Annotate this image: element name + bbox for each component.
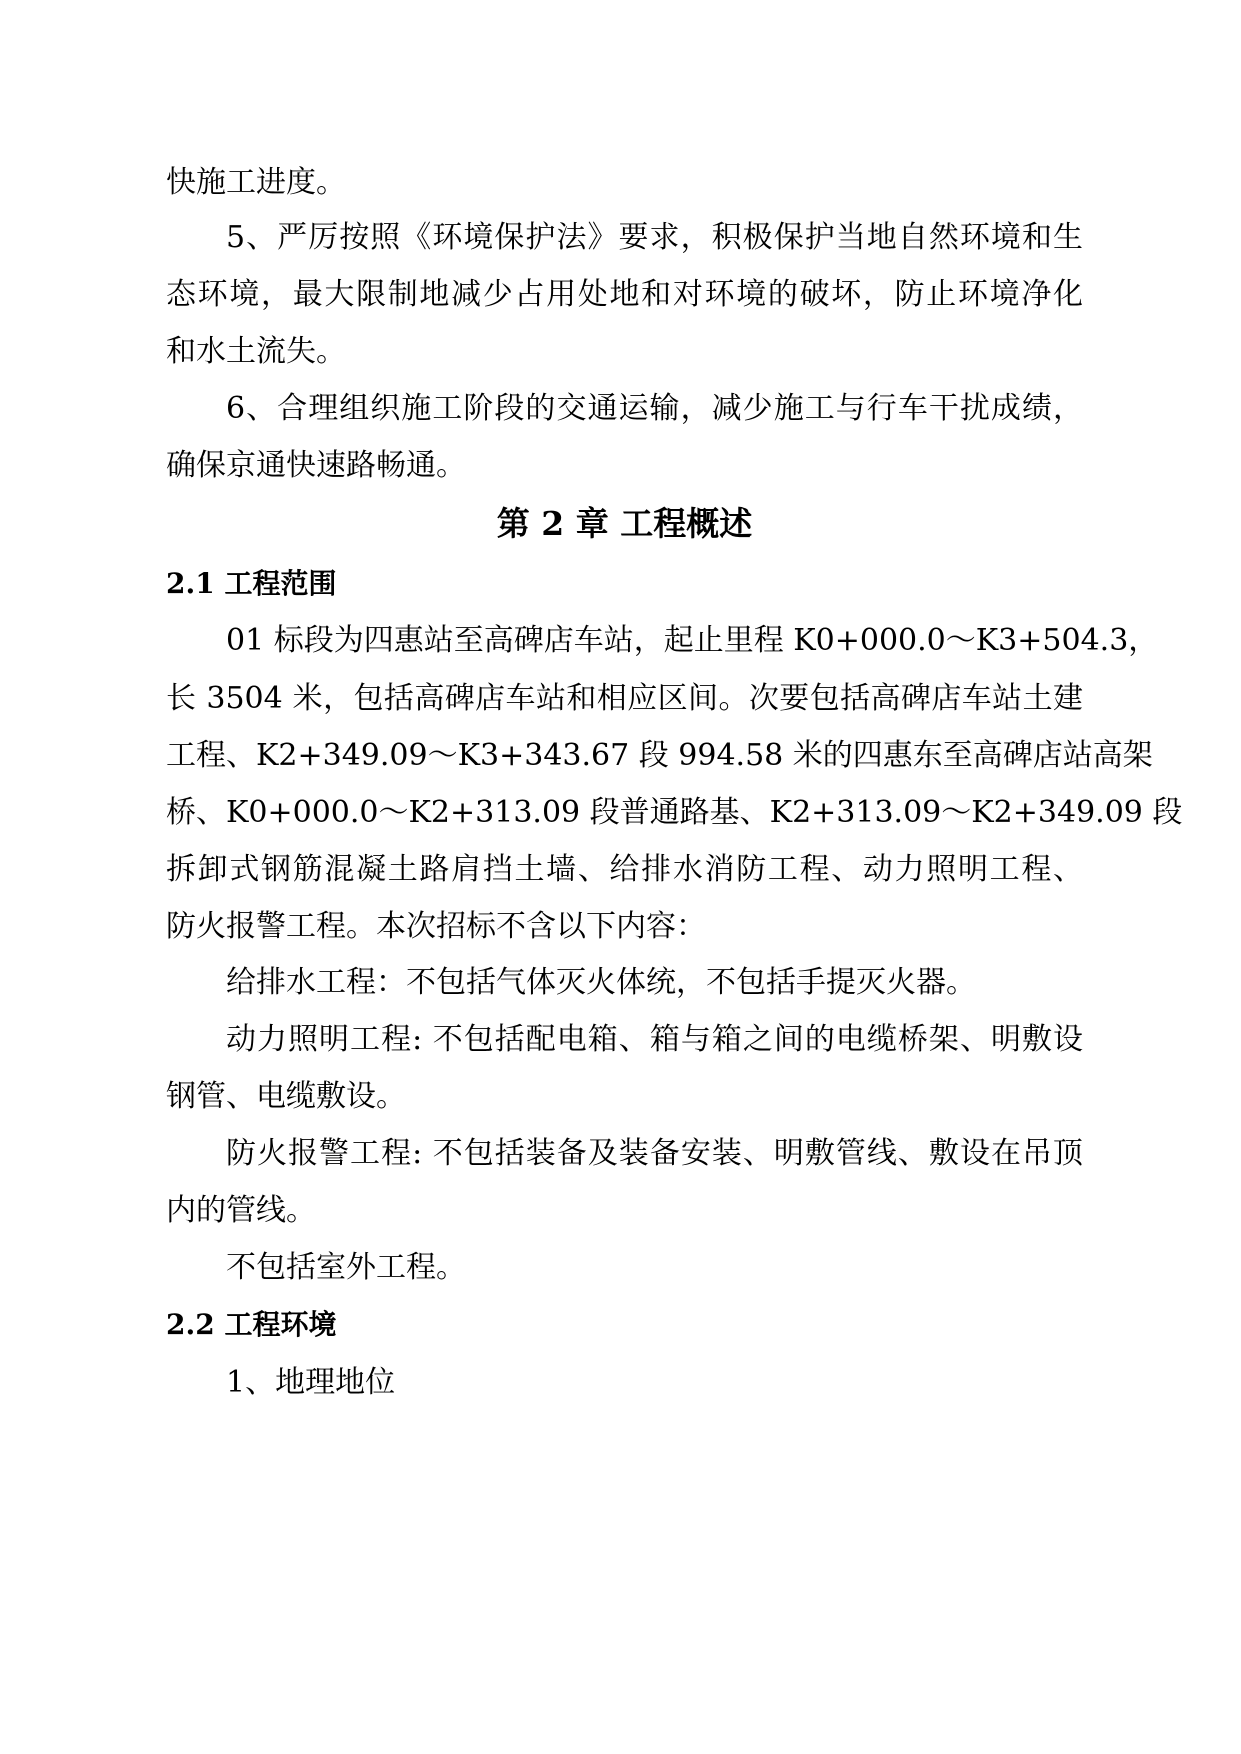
paragraph-line: 工程、K2+349.09～K3+343.67 段 994.58 米的四惠东至高碑店站高架 (166, 738, 1153, 773)
paragraph-line: 和水土流失。 (166, 334, 346, 369)
section-heading: 2.2 工程环境 (166, 1308, 337, 1341)
paragraph-line: 防火报警工程。本次招标不含以下内容： (166, 909, 706, 944)
paragraph-line: 拆卸式钢筋混凝土路肩挡土墙、给排水消防工程、动力照明工程、 (166, 852, 1083, 887)
paragraph-line: 态环境，最大限制地减少占用处地和对环境的破坏，防止环境净化 (166, 277, 1083, 312)
paragraph-line: 确保京通快速路畅通。 (166, 448, 466, 483)
paragraph-line: 不包括室外工程。 (226, 1250, 466, 1285)
paragraph-line: 快施工进度。 (166, 165, 346, 200)
paragraph-line: 长 3504 米，包括高碑店车站和相应区间。次要包括高碑店车站土建 (166, 681, 1083, 716)
paragraph-line: 钢管、电缆敷设。 (166, 1079, 406, 1114)
section-heading: 2.1 工程范围 (166, 567, 337, 600)
paragraph-line: 给排水工程：不包括气体灭火体统，不包括手提灭火器。 (226, 965, 976, 1000)
paragraph-line: 5、严厉按照《环境保护法》要求，积极保护当地自然环境和生 (226, 220, 1083, 255)
paragraph-line: 01 标段为四惠站至高碑店车站，起止里程 K0+000.0～K3+504.3， (226, 623, 1159, 658)
paragraph-line: 防火报警工程: 不包括装备及装备安装、明敷管线、敷设在吊顶 (226, 1136, 1083, 1171)
paragraph-line: 桥、K0+000.0～K2+313.09 段普通路基、K2+313.09～K2+349.09 段 (166, 795, 1183, 830)
paragraph-line: 6、合理组织施工阶段的交通运输，减少施工与行车干扰成绩， (226, 391, 1083, 426)
paragraph-line: 1、地理地位 (226, 1365, 396, 1400)
paragraph-line: 内的管线。 (166, 1193, 316, 1228)
paragraph-line: 动力照明工程: 不包括配电箱、箱与箱之间的电缆桥架、明敷设 (226, 1022, 1083, 1057)
chapter-title: 第 2 章 工程概述 (496, 504, 753, 543)
